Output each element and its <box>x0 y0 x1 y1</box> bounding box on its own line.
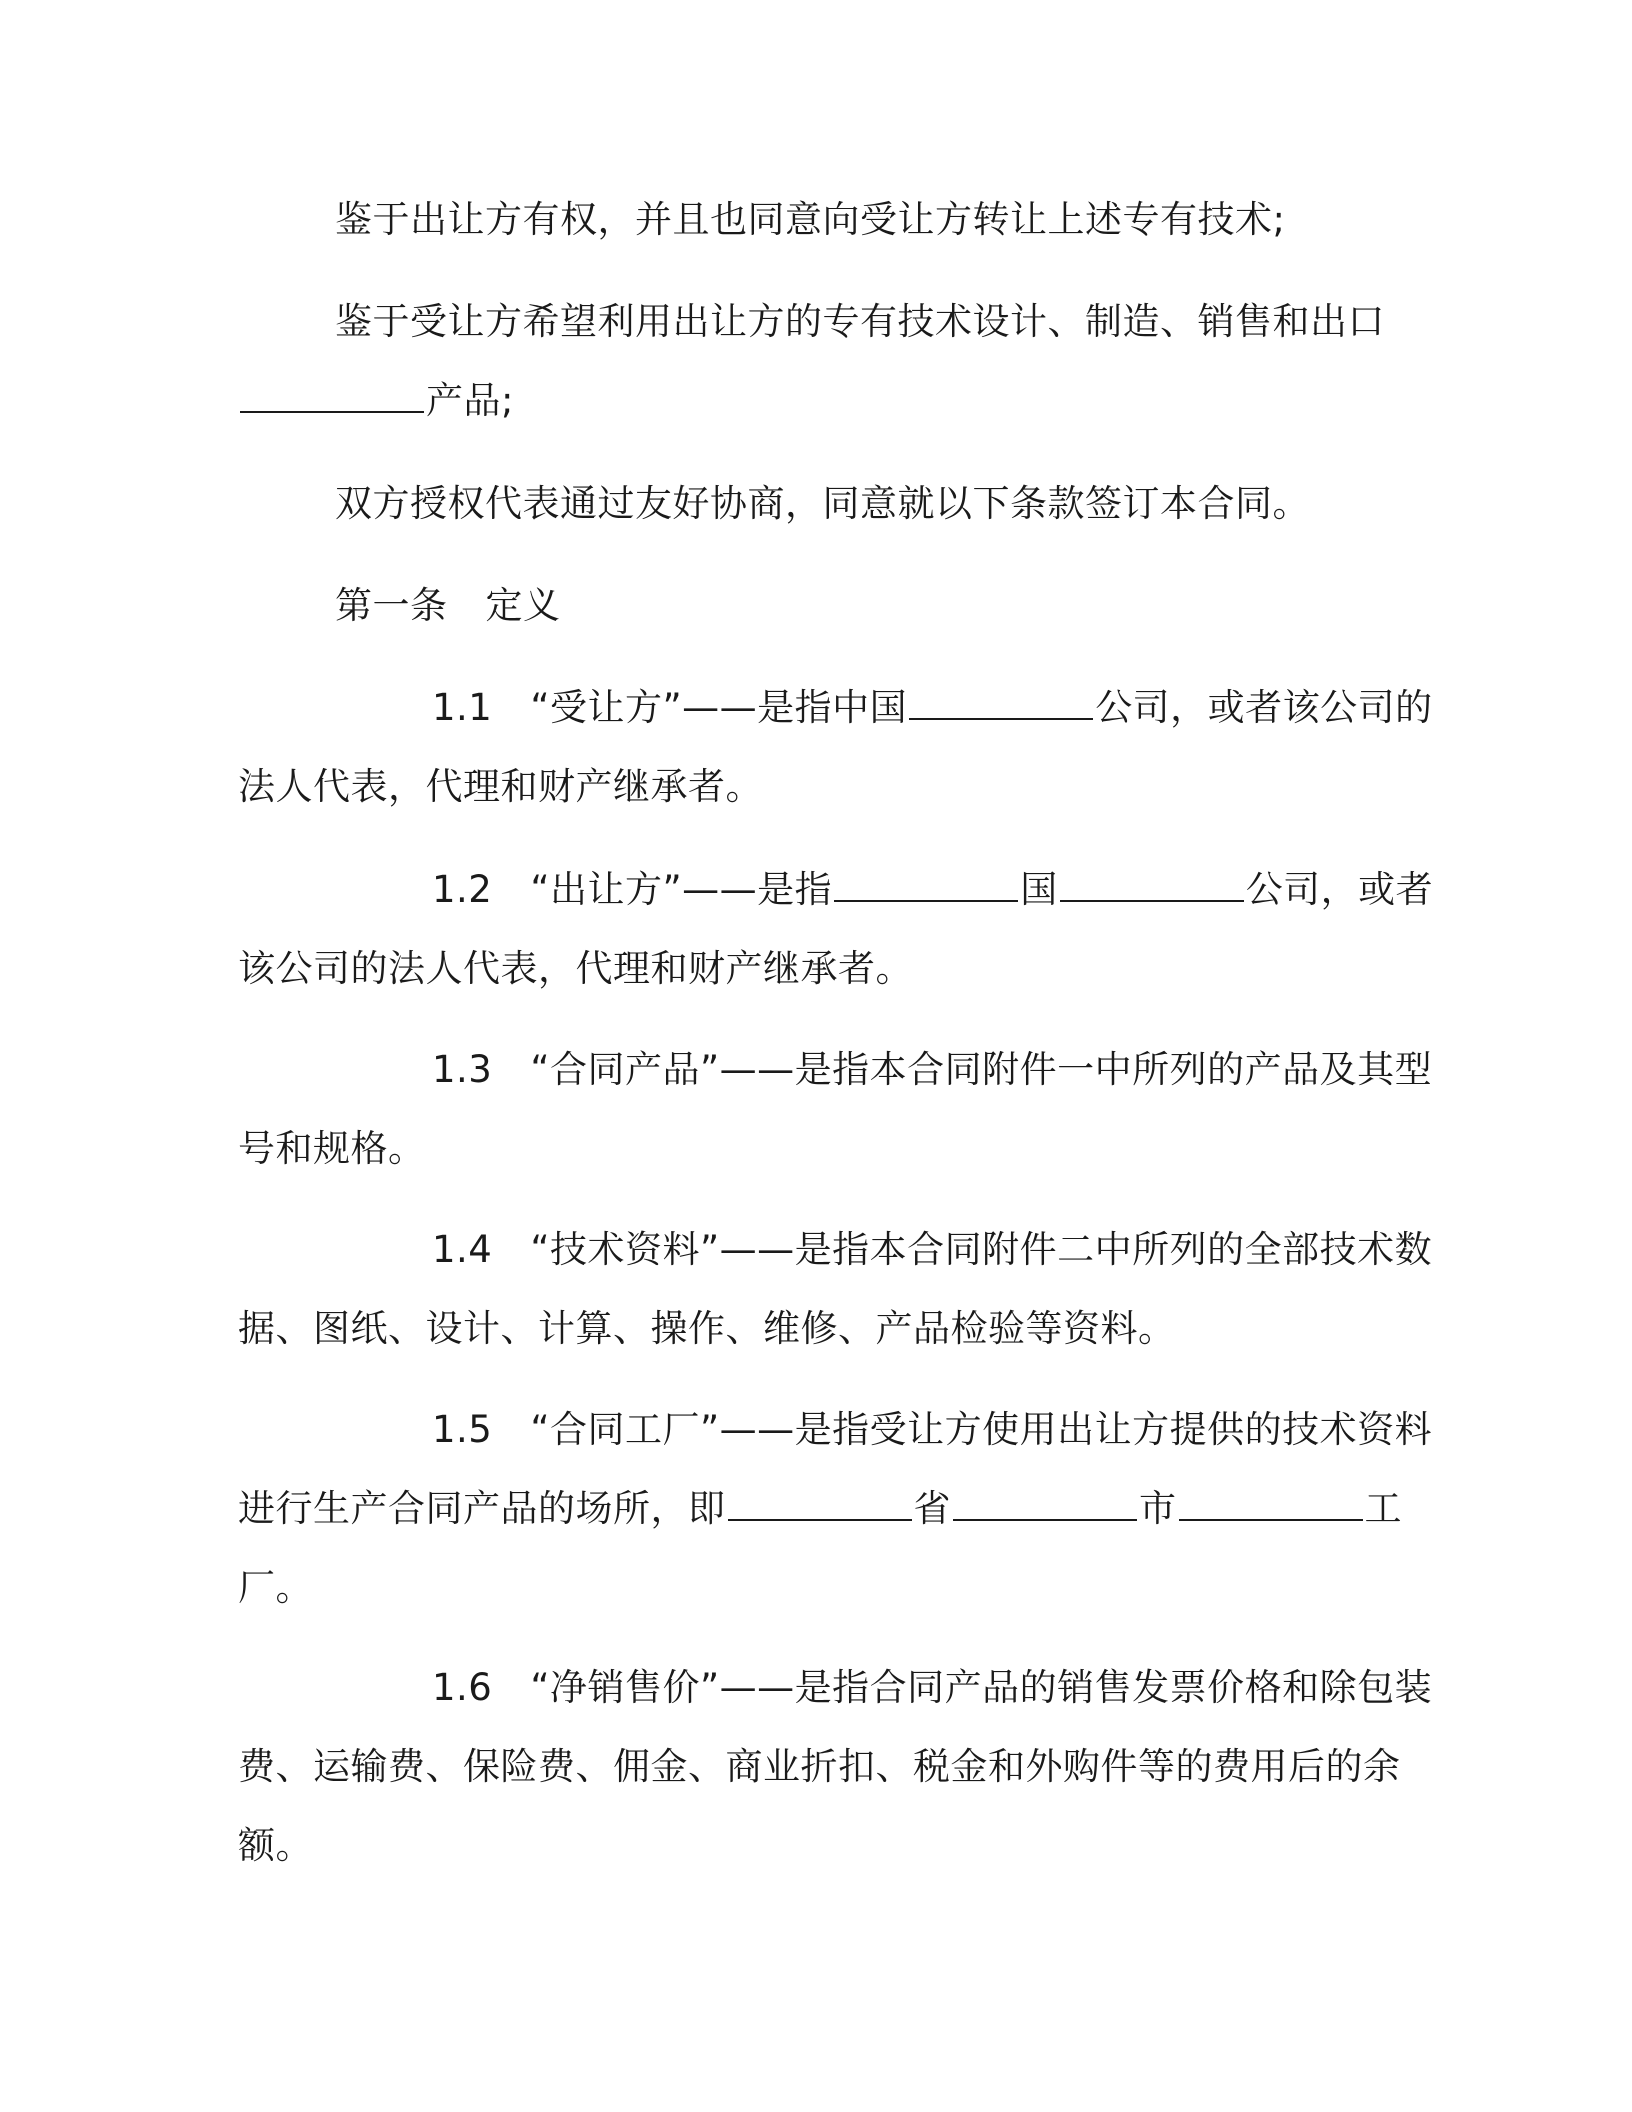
blank-licensee-company <box>909 692 1093 720</box>
clause-1-6 <box>238 1648 1438 1885</box>
clause-text: “技术资料”——是指本合同附件二中所列的全部技术数据、图纸、设计、计算、操作、维修、产品检验等资料。 <box>238 1228 1433 1350</box>
clause-text: “出让方”——是指 <box>530 868 833 911</box>
clause-number: 1.6 <box>432 1666 493 1709</box>
clause-text: “受让方”——是指中国 <box>530 686 908 729</box>
paragraph-text: 双方授权代表通过友好协商，同意就以下条款签订本合同。 <box>335 482 1310 525</box>
paragraph-text: 鉴于出让方有权，并且也同意向受让方转让上述专有技术; <box>335 198 1286 241</box>
clause-1-5 <box>238 1390 1438 1627</box>
clause-number: 1.1 <box>432 686 493 729</box>
blank-province <box>728 1493 912 1521</box>
blank-licensor-company <box>1060 874 1244 902</box>
clause-number: 1.5 <box>432 1408 493 1451</box>
paragraph-licensee-intent <box>238 282 1438 440</box>
clause-text: 公司，或者该公司的法人代表，代理和财产继承者。 <box>238 686 1433 808</box>
article-heading: 定义 <box>485 584 561 627</box>
clause-text: 市 <box>1139 1487 1177 1530</box>
clause-text: 工厂。 <box>238 1487 1402 1609</box>
clause-1-3 <box>238 1030 1438 1188</box>
clause-1-2 <box>238 850 1438 1008</box>
clause-number: 1.4 <box>432 1228 493 1271</box>
clause-text: “合同工厂”——是指受让方使用出让方提供的技术资料进行生产合同产品的场所，即 <box>238 1408 1433 1530</box>
paragraph-text: 产品; <box>426 379 514 422</box>
paragraph-text: 鉴于受让方希望利用出让方的专有技术设计、制造、销售和出口 <box>335 300 1385 343</box>
clause-text: 国 <box>1020 868 1058 911</box>
clause-text: 公司，或者该公司的法人代表，代理和财产继承者。 <box>238 868 1434 990</box>
clause-text: “净销售价”——是指合同产品的销售发票价格和除包装费、运输费、保险费、佣金、商业折扣、税金和外购件等的费用后的余额。 <box>238 1666 1433 1867</box>
clause-text: “合同产品”——是指本合同附件一中所列的产品及其型号和规格。 <box>238 1048 1433 1170</box>
clause-number: 1.2 <box>432 868 493 911</box>
clause-text: 省 <box>913 1487 951 1530</box>
article-number: 第一条 <box>335 584 448 627</box>
clause-1-4 <box>238 1210 1438 1368</box>
blank-city <box>953 1493 1137 1521</box>
paragraph-transfer-right <box>238 180 1438 259</box>
paragraph-agreement <box>238 464 1438 543</box>
blank-factory <box>1179 1493 1363 1521</box>
clause-number: 1.3 <box>432 1048 493 1091</box>
article-title <box>238 566 1438 645</box>
blank-product-name <box>240 385 424 413</box>
clause-1-1 <box>238 668 1438 826</box>
blank-licensor-country <box>834 874 1018 902</box>
